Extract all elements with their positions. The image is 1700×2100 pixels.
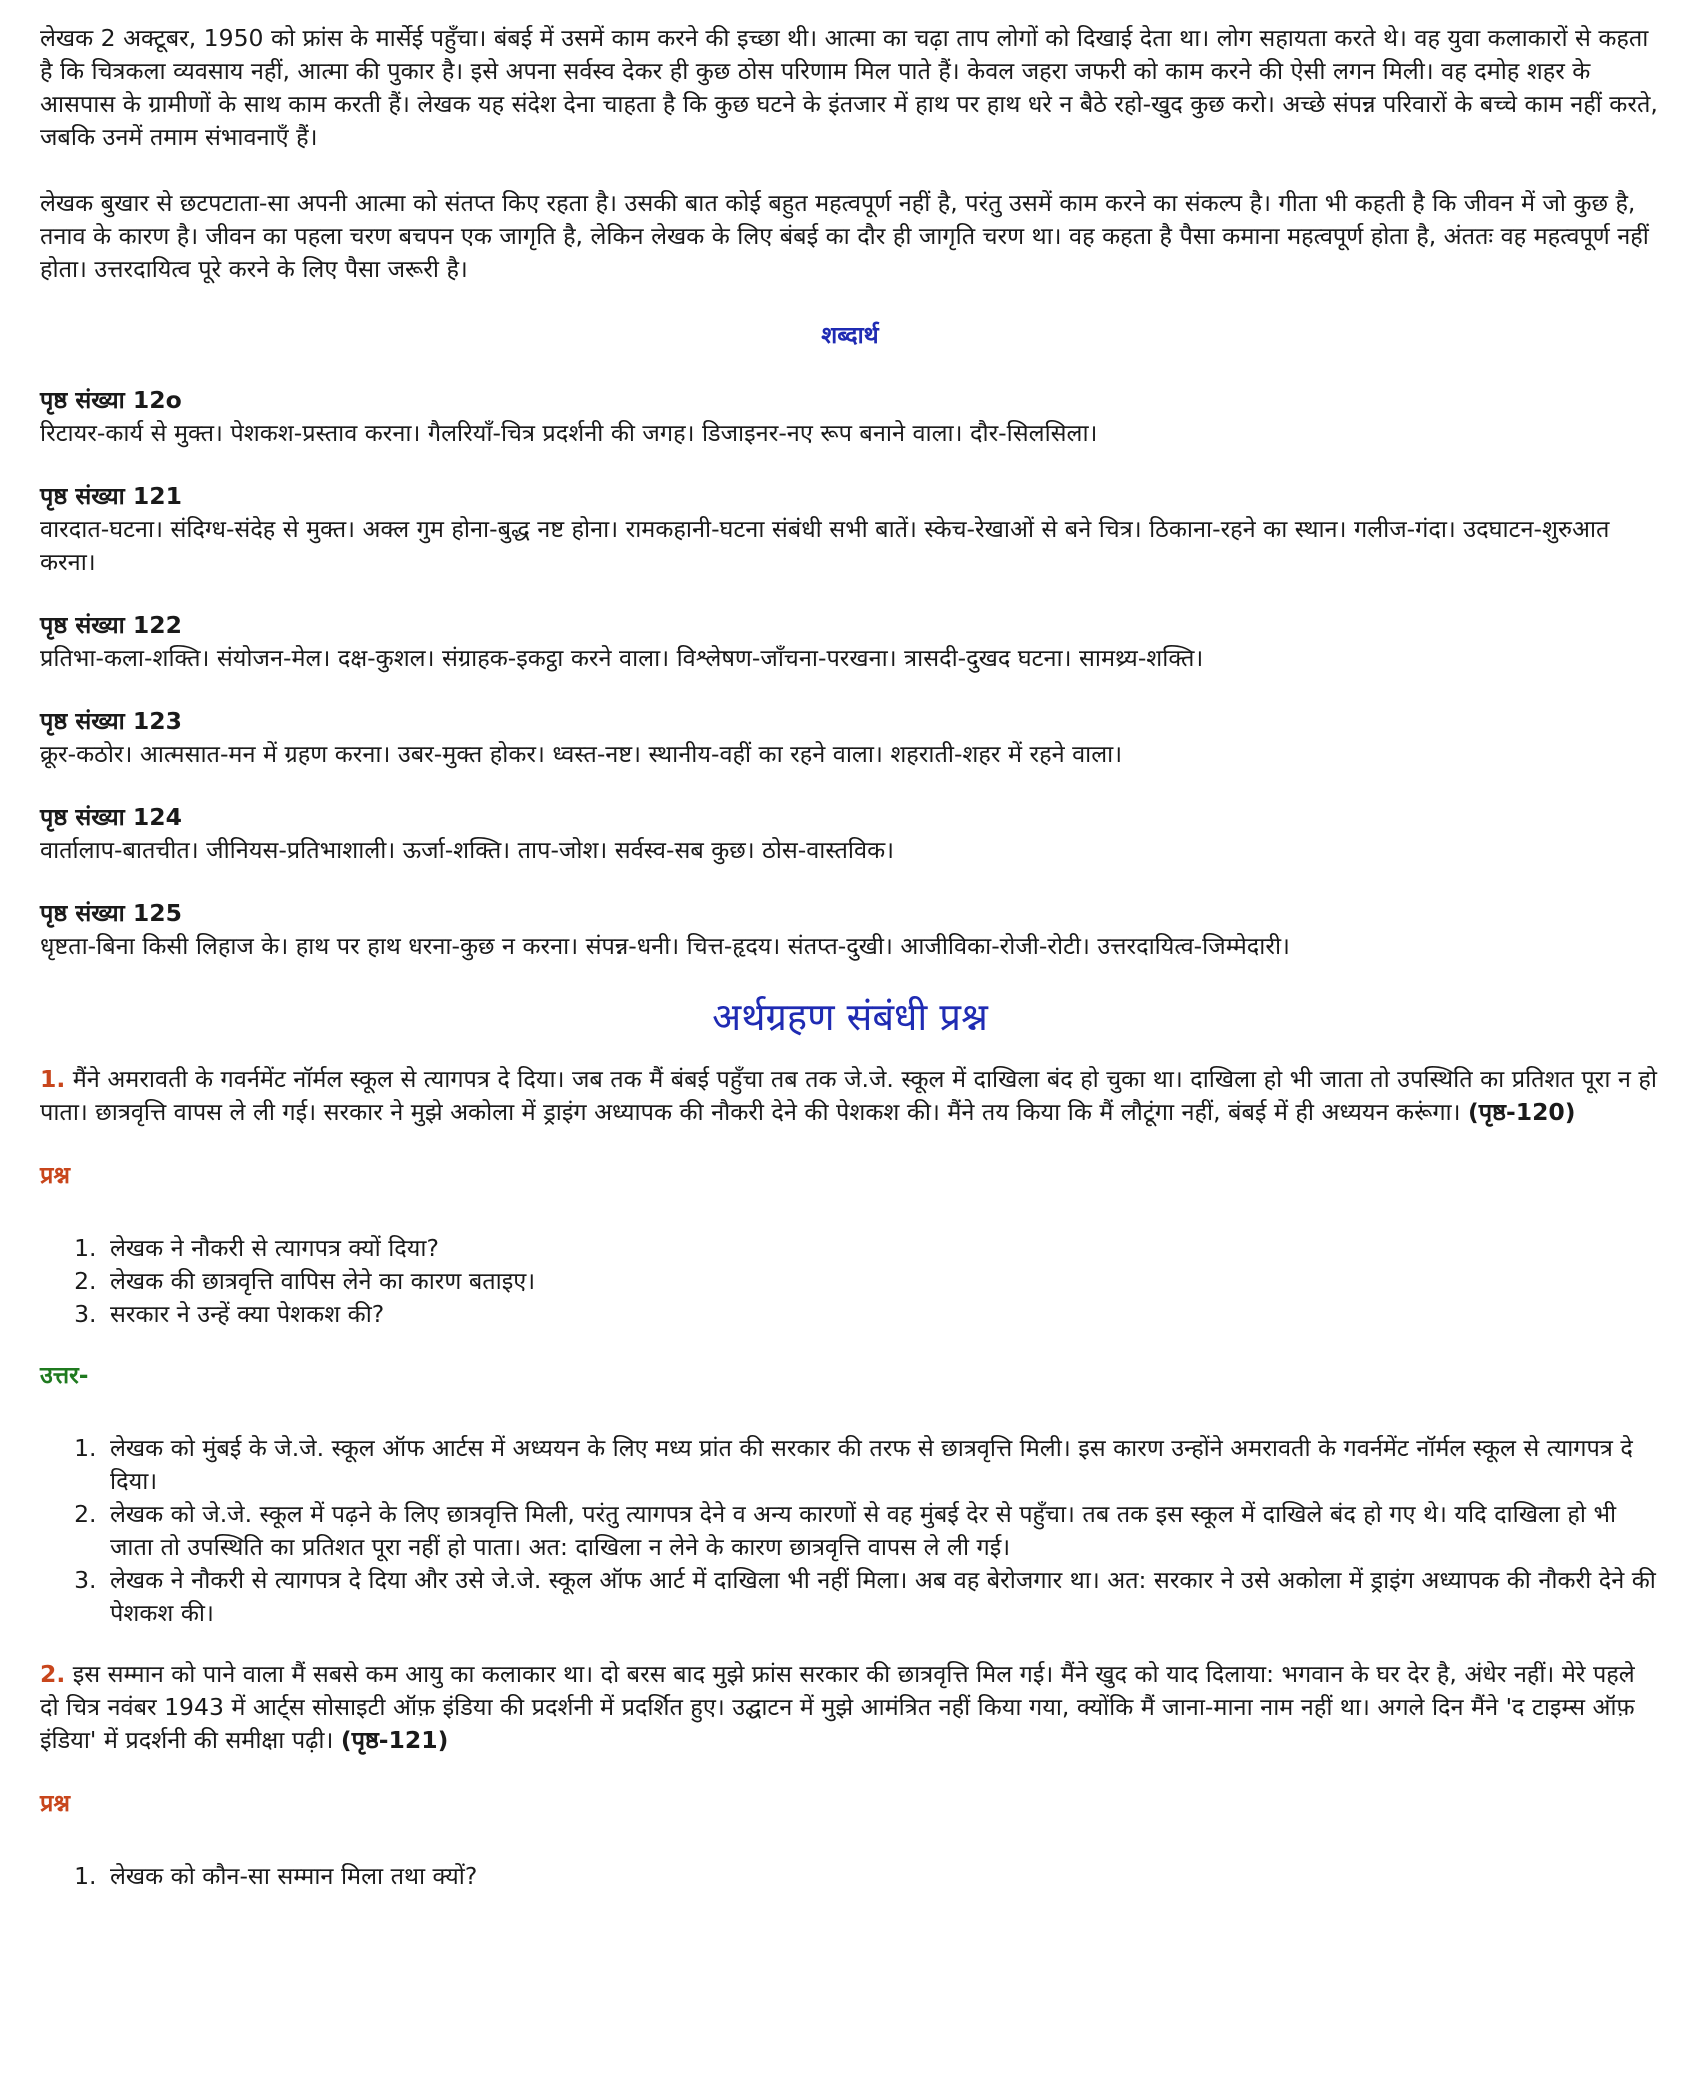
answers-label: उत्तर- [40,1361,89,1389]
glossary-entry [40,801,1660,867]
list-item: 1. लेखक ने नौकरी से त्यागपत्र क्यों दिया? [104,1232,1660,1265]
questions-list [40,1232,1660,1331]
glossary-page-label: पृष्ठ संख्या 125 [40,899,182,927]
glossary-entry [40,897,1660,963]
passage-text: इस सम्मान को पाने वाला मैं सबसे कम आयु का कलाकार था। दो बरस बाद मुझे फ्रांस सरकार की छात्रवृत्ति मिल गई। मैंने खुद को याद दिलाया: भगवान के घर देर है, अंधेर नहीं। मेरे पहले दो चित्र नवंबर 1943 में आर्ट्स सोसाइटी ऑफ़ इंडिया की प्रदर्शनी में प्रदर्शित हुए। उद्घाटन में मुझे आमंत्रित नहीं किया गया, क्योंकि मैं जाना-माना नाम नहीं था। अगले दिन मैंने 'द टाइम्स ऑफ़ इंडिया' में प्रदर्शनी की समीक्षा पढ़ी। [40,1660,1635,1754]
glossary-heading: शब्दार्थ [821,321,879,349]
page-reference: (पृष्ठ-121) [340,1726,449,1754]
section-heading: अर्थग्रहण संबंधी प्रश्न [712,995,988,1039]
passage-2 [40,1658,1660,1757]
list-item: 3. सरकार ने उन्हें क्या पेशकश की? [104,1298,1660,1331]
intro-paragraph-1: लेखक 2 अक्टूबर, 1950 को फ्रांस के मार्सेई पहुँचा। बंबई में उसमें काम करने की इच्छा थी। आत्मा का चढ़ा ताप लोगों को दिखाई देता था। लोग सहायता करते थे। वह युवा कलाकारों से कहता है कि चित्रकला व्यवसाय नहीं, आत्मा की पुकार है। इसे अपना सर्वस्व देकर ही कुछ ठोस परिणाम मिल पाते हैं। केवल जहरा जफरी को काम करने की ऐसी लगन मिली। वह दमोह शहर के आसपास के ग्रामीणों के साथ काम करती हैं। लेखक यह संदेश देना चाहता है कि कुछ घटने के इंतजार में हाथ पर हाथ धरे न बैठे रहो-खुद कुछ करो। अच्छे संपन्न परिवारों के बच्चे काम नहीं करते, जबकि उनमें तमाम संभावनाएँ हैं। [40,24,1658,151]
questions-list [40,1860,1660,1893]
glossary-text: धृष्टता-बिना किसी लिहाज के। हाथ पर हाथ धरना-कुछ न करना। संपन्न-धनी। चित्त-हृदय। संतप्त-दुखी। आजीविका-रोजी-रोटी। उत्तरदायित्व-जिम्मेदारी। [40,932,1290,960]
glossary-page-label: पृष्ठ संख्या 124 [40,803,182,831]
list-item: 1. लेखक को कौन-सा सम्मान मिला तथा क्यों? [104,1860,1660,1893]
glossary-text: क्रूर-कठोर। आत्मसात-मन में ग्रहण करना। उबर-मुक्त होकर। ध्वस्त-नष्ट। स्थानीय-वहीं का रहने वाला। शहराती-शहर में रहने वाला। [40,740,1123,768]
glossary-page-label: पृष्ठ संख्या 12o [40,386,182,414]
glossary-page-label: पृष्ठ संख्या 122 [40,611,182,639]
list-item: 2. लेखक को जे.जे. स्कूल में पढ़ने के लिए छात्रवृत्ति मिली, परंतु त्यागपत्र देने व अन्य कारणों से वह मुंबई देर से पहुँचा। तब तक इस स्कूल में दाखिले बंद हो गए थे। यदि दाखिला हो भी जाता तो उपस्थिति का प्रतिशत पूरा नहीं हो पाता। अत: दाखिला न लेने के कारण छात्रवृत्ति वापस ले ली गई। [104,1498,1660,1564]
glossary-entry [40,705,1660,771]
glossary-page-label: पृष्ठ संख्या 121 [40,482,182,510]
glossary-section [40,384,1660,963]
list-item: 3. लेखक ने नौकरी से त्यागपत्र दे दिया और उसे जे.जे. स्कूल ऑफ आर्ट में दाखिला भी नहीं मिला। अब वह बेरोजगार था। अत: सरकार ने उसे अकोला में ड्राइंग अध्यापक की नौकरी देने की पेशकश की। [104,1564,1660,1630]
passage-1 [40,1063,1660,1129]
glossary-text: प्रतिभा-कला-शक्ति। संयोजन-मेल। दक्ष-कुशल। संग्राहक-इकट्ठा करने वाला। विश्लेषण-जाँचना-परखना। त्रासदी-दुखद घटना। सामथ्र्य-शक्ति। [40,644,1204,672]
questions-label: प्रश्न [40,1161,70,1189]
passage-text: मैंने अमरावती के गवर्नमेंट नॉर्मल स्कूल से त्यागपत्र दे दिया। जब तक मैं बंबई पहुँचा तब तक जे.जे. स्कूल में दाखिला बंद हो चुका था। दाखिला हो भी जाता तो उपस्थिति का प्रतिशत पूरा न हो पाता। छात्रवृत्ति वापस ले ली गई। सरकार ने मुझे अकोला में ड्राइंग अध्यापक की नौकरी देने की पेशकश की। मैंने तय किया कि मैं लौटूंगा नहीं, बंबई में ही अध्ययन करूंगा। [40,1065,1657,1126]
passage-number: 1. [40,1065,66,1093]
list-item: 1. लेखक को मुंबई के जे.जे. स्कूल ऑफ आर्टस में अध्ययन के लिए मध्य प्रांत की सरकार की तरफ से छात्रवृत्ति मिली। इस कारण उन्होंने अमरावती के गवर्नमेंट नॉर्मल स्कूल से त्यागपत्र दे दिया। [104,1432,1660,1498]
glossary-text: वारदात-घटना। संदिग्ध-संदेह से मुक्त। अक्ल गुम होना-बुद्ध नष्ट होना। रामकहानी-घटना संबंधी सभी बातें। स्केच-रेखाओं से बने चित्र। ठिकाना-रहने का स्थान। गलीज-गंदा। उदघाटन-शुरुआत करना। [40,515,1610,576]
glossary-page-label: पृष्ठ संख्या 123 [40,707,182,735]
intro-paragraph-2: लेखक बुखार से छटपटाता-सा अपनी आत्मा को संतप्त किए रहता है। उसकी बात कोई बहुत महत्वपूर्ण नहीं है, परंतु उसमें काम करने का संकल्प है। गीता भी कहती है कि जीवन में जो कुछ है, तनाव के कारण है। जीवन का पहला चरण बचपन एक जागृति है, लेकिन लेखक के लिए बंबई का दौर ही जागृति चरण था। वह कहता है पैसा कमाना महत्वपूर्ण होता है, अंततः वह महत्वपूर्ण नहीं होता। उत्तरदायित्व पूरे करने के लिए पैसा जरूरी है। [40,189,1649,283]
glossary-entry [40,384,1660,450]
glossary-text: रिटायर-कार्य से मुक्त। पेशकश-प्रस्ताव करना। गैलरियाँ-चित्र प्रदर्शनी की जगह। डिजाइनर-नए रूप बनाने वाला। दौर-सिलसिला। [40,419,1098,447]
questions-label: प्रश्न [40,1789,70,1817]
passage-number: 2. [40,1660,66,1688]
list-item: 2. लेखक की छात्रवृत्ति वापिस लेने का कारण बताइए। [104,1265,1660,1298]
glossary-text: वार्तालाप-बातचीत। जीनियस-प्रतिभाशाली। ऊर्जा-शक्ति। ताप-जोश। सर्वस्व-सब कुछ। ठोस-वास्तविक। [40,836,895,864]
glossary-entry [40,480,1660,579]
page-reference: (पृष्ठ-120) [1468,1098,1576,1126]
answers-list [40,1432,1660,1630]
glossary-entry [40,609,1660,675]
